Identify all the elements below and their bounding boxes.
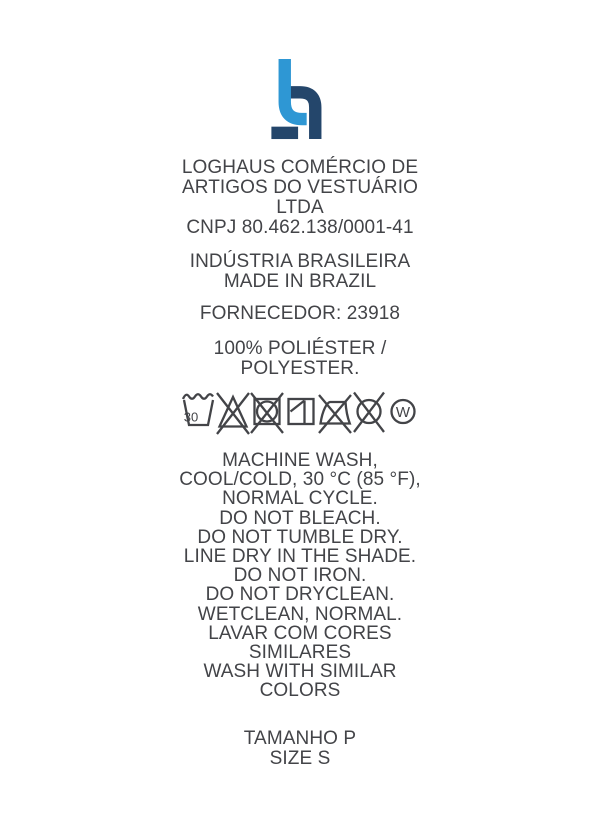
- do-not-bleach-icon: [216, 387, 250, 437]
- care-instruction-line: MACHINE WASH,: [222, 450, 378, 471]
- care-instruction-line: WETCLEAN, NORMAL.: [197, 603, 403, 625]
- do-not-dryclean-icon: [352, 387, 386, 437]
- size-line-pt: TAMANHO P: [243, 727, 357, 749]
- care-instruction-line: DO NOT DRYCLEAN.: [205, 584, 395, 606]
- line-dry-in-shade-icon: [284, 387, 318, 437]
- logo-navy-bar: [271, 127, 298, 139]
- wetclean-letter: W: [395, 404, 410, 421]
- origin-line-en: MADE IN BRAZIL: [223, 271, 377, 292]
- composition-line-pt: 100% POLIÉSTER /: [213, 338, 387, 359]
- care-instruction-line: WASH WITH SIMILAR: [203, 661, 397, 683]
- care-instructions-block: [179, 451, 421, 701]
- size-block: [244, 729, 356, 769]
- machine-wash-30-icon: [181, 387, 216, 437]
- composition-line-en: POLYESTER.: [240, 358, 360, 379]
- care-instruction-line: SIMILARES: [248, 642, 352, 664]
- care-instruction-line: COLORS: [259, 680, 341, 702]
- care-instruction-line: DO NOT BLEACH.: [219, 507, 381, 529]
- care-instruction-line: LAVAR COM CORES: [208, 622, 392, 644]
- wetclean-normal-icon: [386, 387, 420, 437]
- origin-block: [190, 252, 411, 292]
- do-not-tumble-dry-icon: [250, 387, 284, 437]
- company-name-line: LTDA: [276, 197, 324, 218]
- care-instruction-line: COOL/COLD, 30 °C (85 °F),: [179, 469, 421, 491]
- origin-line-pt: INDÚSTRIA BRASILEIRA: [189, 251, 411, 272]
- composition-block: [214, 339, 387, 379]
- company-cnpj: CNPJ 80.462.138/0001-41: [186, 217, 414, 238]
- supplier-block: [200, 304, 400, 324]
- company-block: [182, 158, 418, 238]
- care-instruction-line: LINE DRY IN THE SHADE.: [183, 546, 417, 568]
- size-line-en: SIZE S: [269, 747, 331, 769]
- brand-logo-icon: [271, 58, 329, 140]
- company-name-line: LOGHAUS COMÉRCIO DE: [181, 157, 419, 178]
- company-name-line: ARTIGOS DO VESTUÁRIO: [181, 177, 418, 198]
- do-not-iron-icon: [318, 387, 352, 437]
- care-instruction-line: NORMAL CYCLE.: [222, 488, 378, 510]
- care-symbols-row: [181, 387, 420, 437]
- care-instruction-line: DO NOT IRON.: [233, 565, 367, 587]
- care-instruction-line: DO NOT TUMBLE DRY.: [197, 526, 403, 548]
- supplier-line: FORNECEDOR: 23918: [199, 303, 401, 324]
- wash-temp-label: 30: [183, 409, 198, 425]
